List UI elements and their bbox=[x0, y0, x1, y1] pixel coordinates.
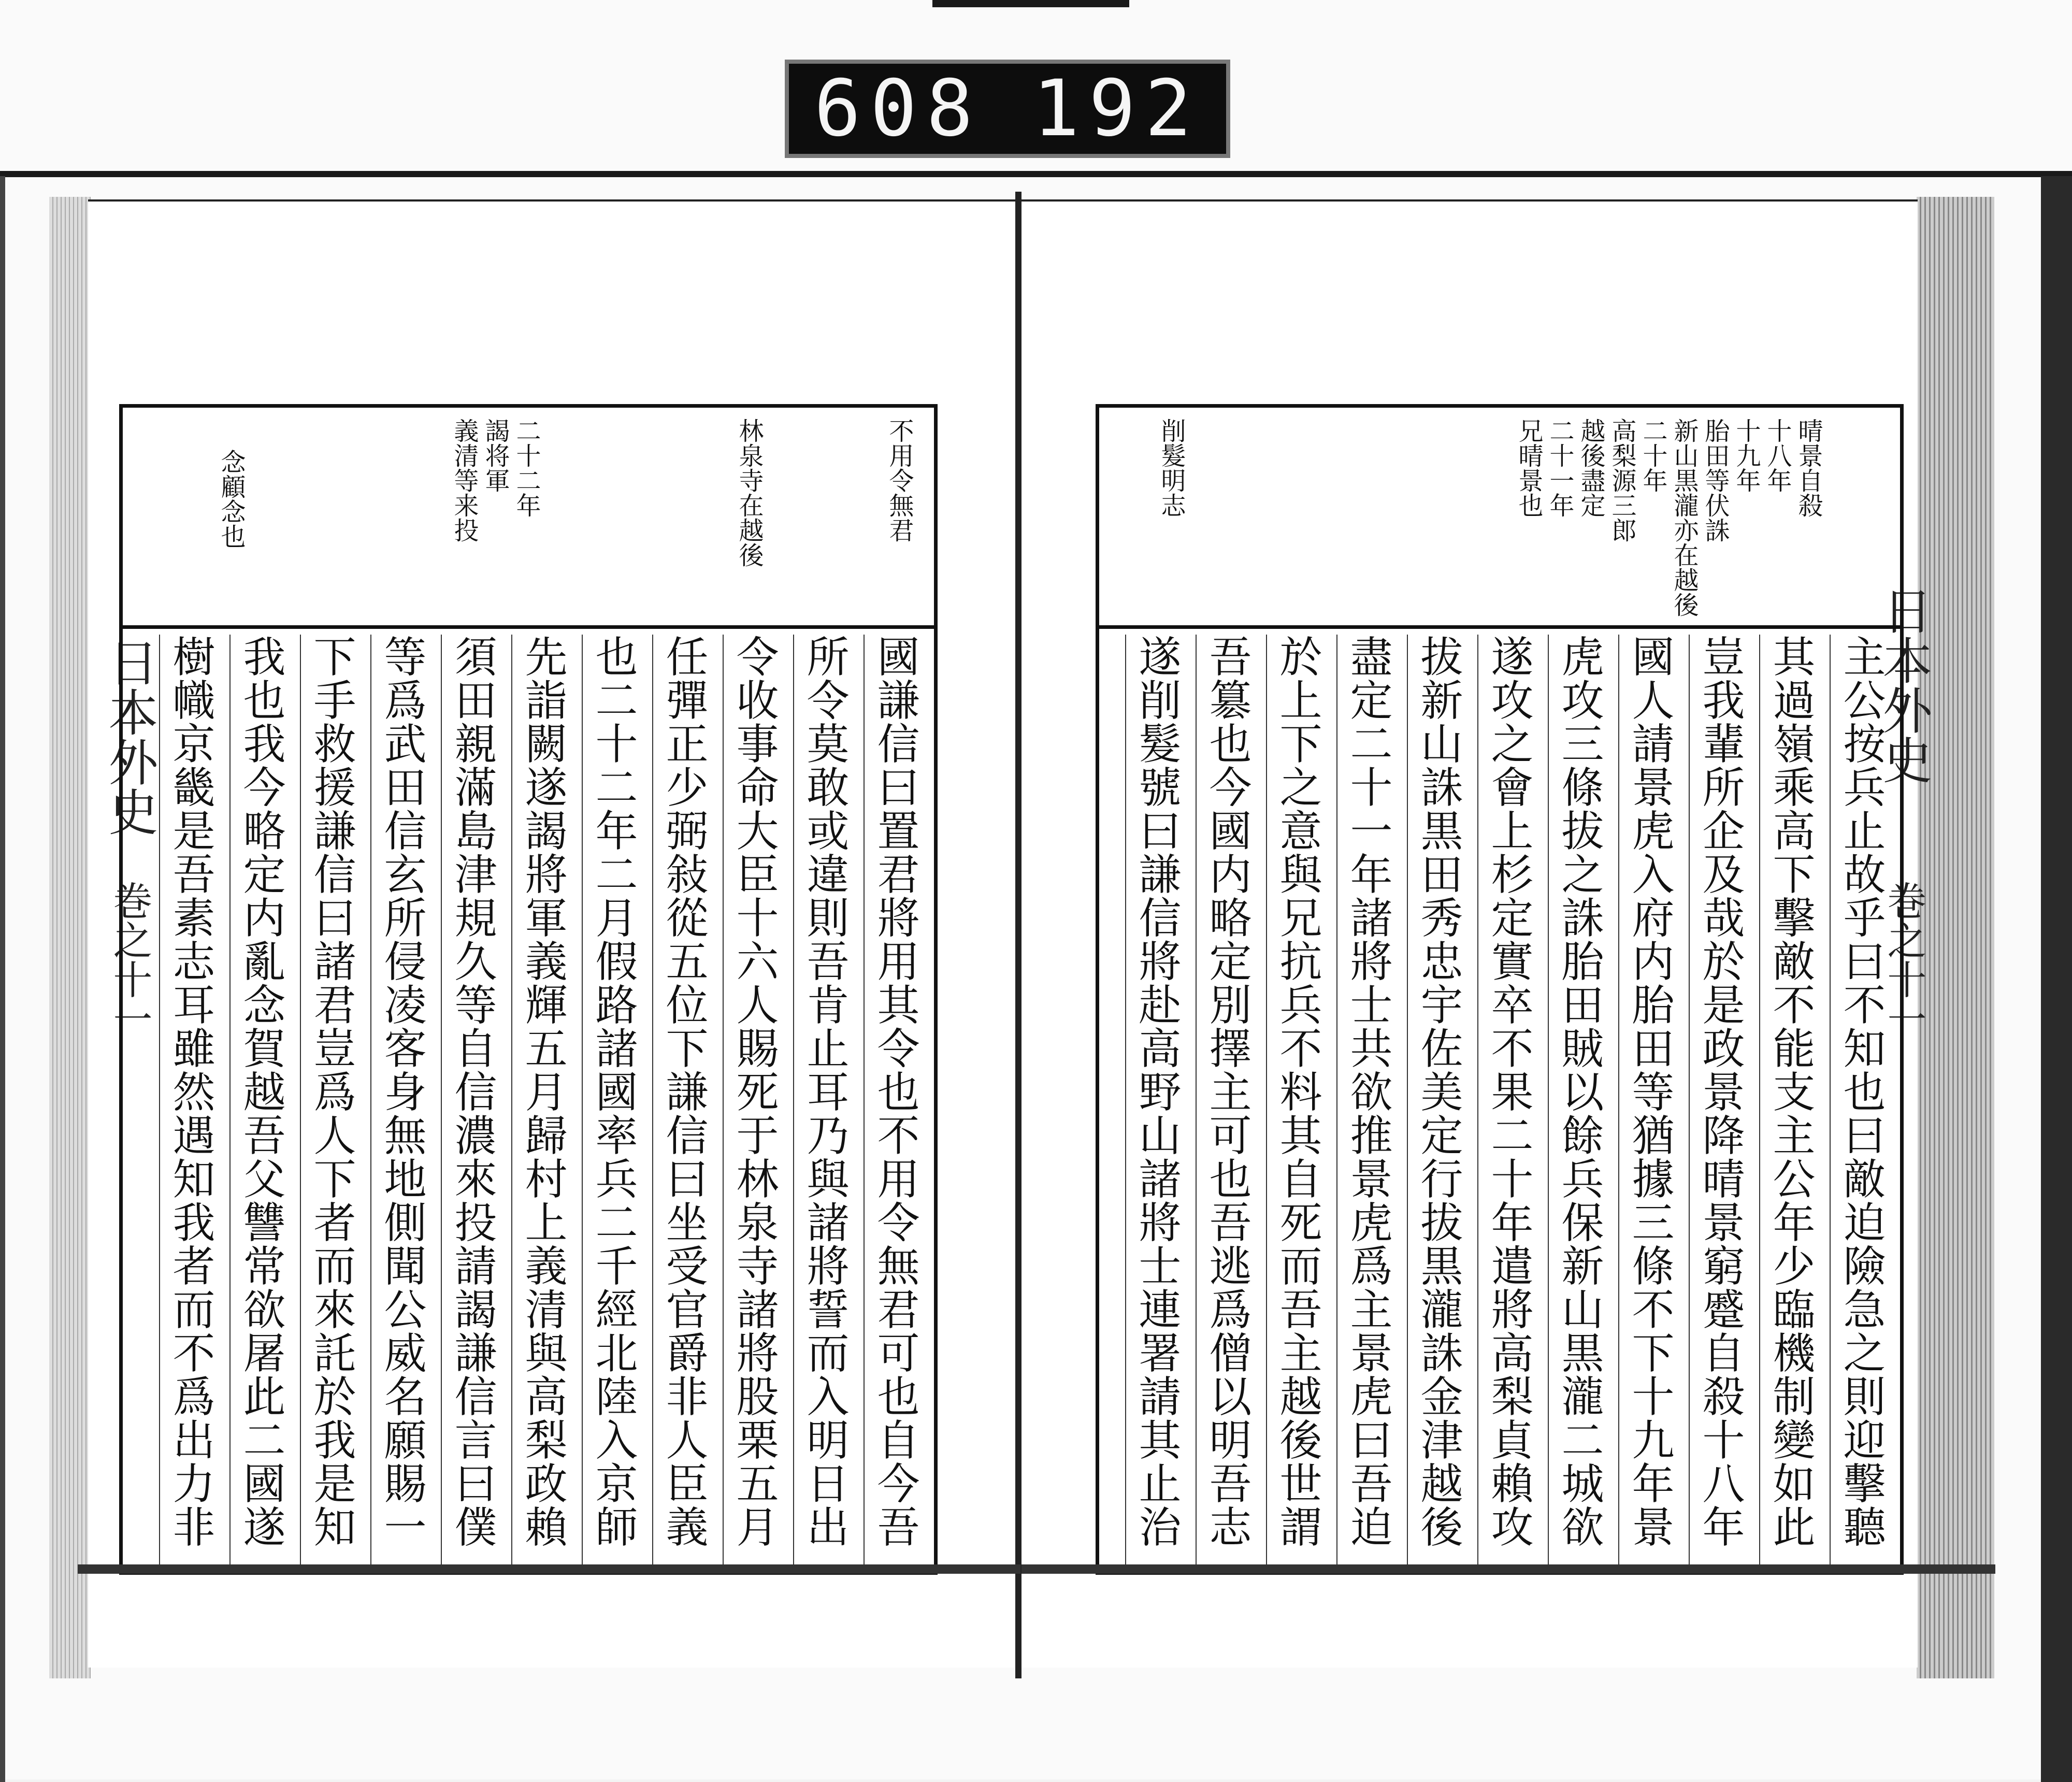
left-page-body bbox=[123, 625, 934, 1571]
text-column: 虎攻三條拔之誅胎田賊以餘兵保新山黒瀧二城欲 bbox=[1548, 635, 1610, 1565]
left-page-side-title: 日本外史 bbox=[100, 637, 159, 836]
text-column: 其過嶺乘高下擊敵不能支主公年少臨機制變如此 bbox=[1759, 635, 1821, 1565]
text-column: 等爲武田信玄所侵凌客身無地側聞公威名願賜一 bbox=[370, 635, 433, 1565]
header-note: 兄晴景也 bbox=[1514, 418, 1543, 518]
header-note: 胎田等伏誅 bbox=[1701, 418, 1730, 542]
header-note: 謁将軍 bbox=[481, 418, 510, 493]
right-page-side-title: 日本外史 bbox=[1875, 585, 1933, 784]
left-edge bbox=[0, 176, 5, 1782]
plate-number-left: 608 bbox=[814, 64, 983, 154]
left-page-side-volume: 巻之十一 bbox=[107, 881, 153, 1038]
header-note: 新山黒瀧亦在越後 bbox=[1670, 418, 1699, 617]
right-page-frame bbox=[1096, 404, 1904, 1575]
text-column: 拔新山誅黒田秀忠宇佐美定行拔黒瀧誅金津越後 bbox=[1407, 635, 1469, 1565]
text-column: 先詣闕遂謁將軍義輝五月歸村上義清與高梨政賴 bbox=[511, 635, 573, 1565]
header-note: 二十二年 bbox=[512, 418, 541, 518]
header-note: 林泉寺在越後 bbox=[735, 418, 764, 567]
right-page-side-volume: 巻之十一 bbox=[1881, 881, 1927, 1038]
header-note: 不用令無君 bbox=[885, 418, 914, 542]
right-page-header-notes bbox=[1099, 408, 1900, 629]
text-column: 也二十二年二月假路諸國率兵二千經北陸入京師 bbox=[582, 635, 644, 1565]
right-edge bbox=[2041, 176, 2072, 1782]
binding-band-right bbox=[1021, 1564, 1995, 1574]
text-column: 須田親滿島津規久等自信濃來投請謁謙信言曰僕 bbox=[441, 635, 503, 1565]
text-column: 盡定二十一年諸將士共欲推景虎爲主景虎曰吾迫 bbox=[1336, 635, 1399, 1565]
text-column: 遂削髮號曰謙信將赴高野山諸將士連署請其止治 bbox=[1125, 635, 1187, 1565]
text-column: 豈我輩所企及哉於是政景降晴景窮蹙自殺十八年 bbox=[1689, 635, 1751, 1565]
header-note: 義清等来投 bbox=[450, 418, 479, 542]
header-note: 二十一年 bbox=[1545, 418, 1574, 518]
text-column: 樹幟京畿是吾素志耳雖然遇知我者而不爲出力非 bbox=[159, 635, 221, 1565]
left-page-frame bbox=[119, 404, 938, 1575]
header-note: 高梨源三郎 bbox=[1607, 418, 1636, 542]
header-note: 削髮明志 bbox=[1157, 418, 1186, 518]
header-note: 念顧念也 bbox=[217, 449, 246, 549]
text-column: 主公按兵止故乎曰不知也曰敵迫險急之則迎擊聽 bbox=[1830, 635, 1892, 1565]
page-stack-left bbox=[49, 197, 91, 1678]
book-spine bbox=[1015, 192, 1021, 1678]
plate-label bbox=[785, 60, 1230, 158]
right-page-body bbox=[1099, 625, 1900, 1571]
text-column: 令收事命大臣十六人賜死于林泉寺諸將股栗五月 bbox=[723, 635, 785, 1565]
header-note: 二十年 bbox=[1638, 418, 1667, 493]
top-stub bbox=[932, 0, 1129, 7]
text-column: 國謙信曰置君將用其令也不用令無君可也自今吾 bbox=[864, 635, 926, 1565]
text-column: 吾簒也今國内略定別擇主可也吾逃爲僧以明吾志 bbox=[1196, 635, 1258, 1565]
plate-number-right: 192 bbox=[1032, 64, 1201, 154]
text-column: 於上下之意與兄抗兵不料其自死而吾主越後世謂 bbox=[1266, 635, 1328, 1565]
left-page-header-notes bbox=[123, 408, 934, 629]
text-column: 遂攻之會上杉定實卒不果二十年遣將高梨貞賴攻 bbox=[1477, 635, 1539, 1565]
text-column: 我也我今略定内亂念賀越吾父讐常欲屠此二國遂 bbox=[229, 635, 292, 1565]
text-column: 下手救援謙信曰諸君豈爲人下者而來託於我是知 bbox=[300, 635, 362, 1565]
text-column: 國人請景虎入府内胎田等猶據三條不下十九年景 bbox=[1618, 635, 1680, 1565]
top-rule bbox=[0, 171, 2072, 177]
text-column: 任彈正少弼敍從五位下謙信曰坐受官爵非人臣義 bbox=[652, 635, 714, 1565]
header-note: 晴景自殺 bbox=[1794, 418, 1823, 518]
header-note: 十九年 bbox=[1732, 418, 1761, 493]
binding-band-left bbox=[78, 1564, 1020, 1574]
text-column: 所令莫敢或違則吾肯止耳乃與諸將誓而入明日出 bbox=[793, 635, 855, 1565]
header-note: 十八年 bbox=[1763, 418, 1792, 493]
header-note: 越後盡定 bbox=[1576, 418, 1605, 518]
